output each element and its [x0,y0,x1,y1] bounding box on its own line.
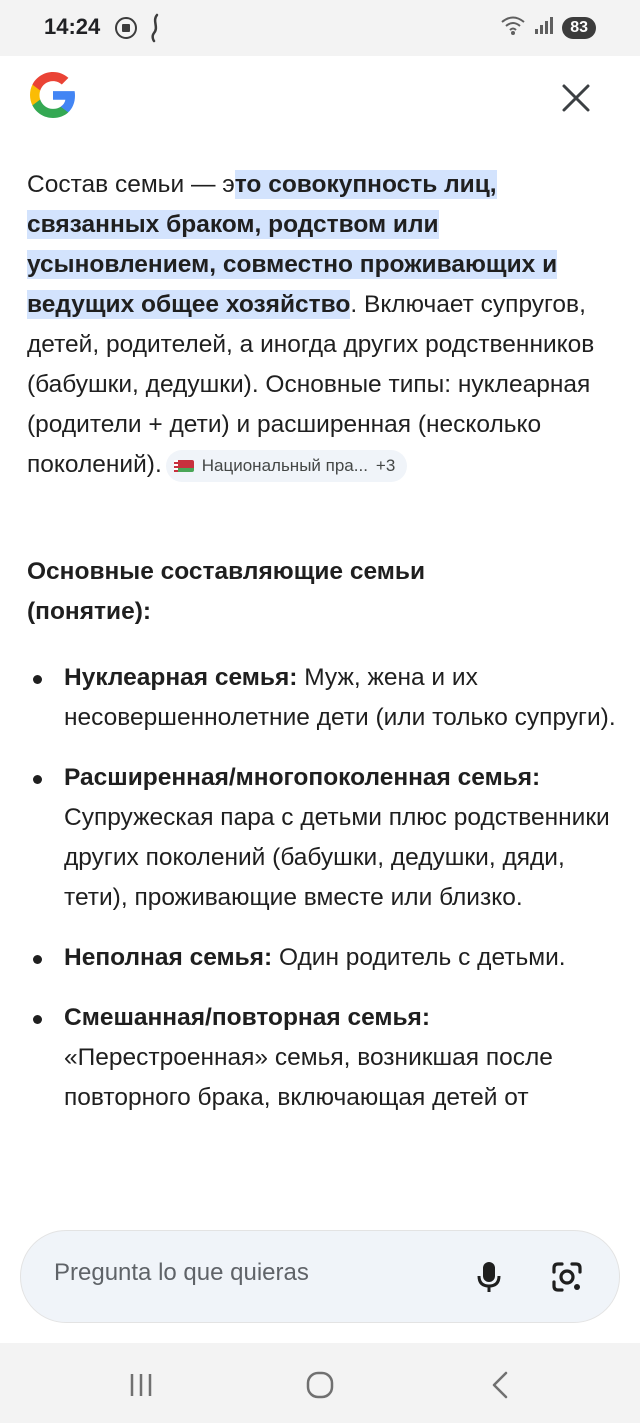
close-button[interactable] [556,78,596,118]
list-item [27,998,617,1118]
voice-search-button[interactable] [469,1257,509,1297]
google-logo [26,68,80,122]
camera-lens-icon [550,1260,584,1294]
home-icon [305,1370,335,1400]
header [0,56,640,146]
recent-apps-button[interactable] [121,1365,161,1405]
overview-paragraph [27,165,607,485]
home-button[interactable] [300,1365,340,1405]
list-item-term: Смешанная/повторная семья: [64,1004,431,1031]
list-item [27,938,617,978]
search-input[interactable] [54,1259,434,1287]
source-chip[interactable] [166,450,408,482]
list-item-text: Муж, жена и их несовершеннолетние дети (или только супруги). [64,664,616,731]
highlighted-definition[interactable]: то совокупность лиц, связанных браком, родством или усыновлением, совместно проживающих и ведущих общее хозяйство [27,171,558,318]
belarus-flag-icon [174,460,194,472]
record-icon [114,16,138,45]
battery-indicator: 83 [562,17,596,39]
source-chip-label: Национальный пра... [201,455,368,475]
lens-search-button[interactable] [547,1257,587,1297]
recent-apps-icon [126,1371,156,1399]
types-list [27,658,617,1138]
signal-icon [534,15,554,40]
close-icon [561,83,591,113]
search-bar [20,1230,620,1323]
microphone-icon [476,1260,502,1294]
list-item-text: «Перестроенная» семья, возникшая после повторного брака, включающая детей от [64,1044,553,1111]
section-heading: Основные составляющие семьи (понятие): [27,558,426,625]
list-item [27,658,617,738]
list-item [27,758,617,918]
list-item-term: Нуклеарная семья: [64,664,298,691]
list-item-text: Один родитель с детьми. [272,944,566,971]
wifi-icon [500,14,526,41]
source-chip-more: +3 [375,455,396,475]
ai-overview [0,146,640,1210]
app-notification-icon [148,13,162,48]
back-button[interactable] [480,1365,520,1405]
status-time: 14:24 [44,14,101,39]
intro-prefix: Состав семьи — э [27,171,235,198]
status-bar [0,0,640,56]
list-item-text: Супружеская пара с детьми плюс родственники других поколений (бабушки, дедушки, дяди, тети), проживающие вместе или близко. [64,804,610,911]
back-icon [488,1370,512,1400]
list-item-term: Расширенная/многопоколенная семья: [64,764,541,791]
list-item-term: Неполная семья: [64,944,273,971]
overview-rest: . Включает супругов, детей, родителей, а иногда других родственников (бабушки, дедушки). Основные типы: нуклеарная (родители + дети) и расширенная (несколько поколений). [27,291,595,478]
navigation-bar [0,1343,640,1423]
content-fade [0,1176,640,1210]
